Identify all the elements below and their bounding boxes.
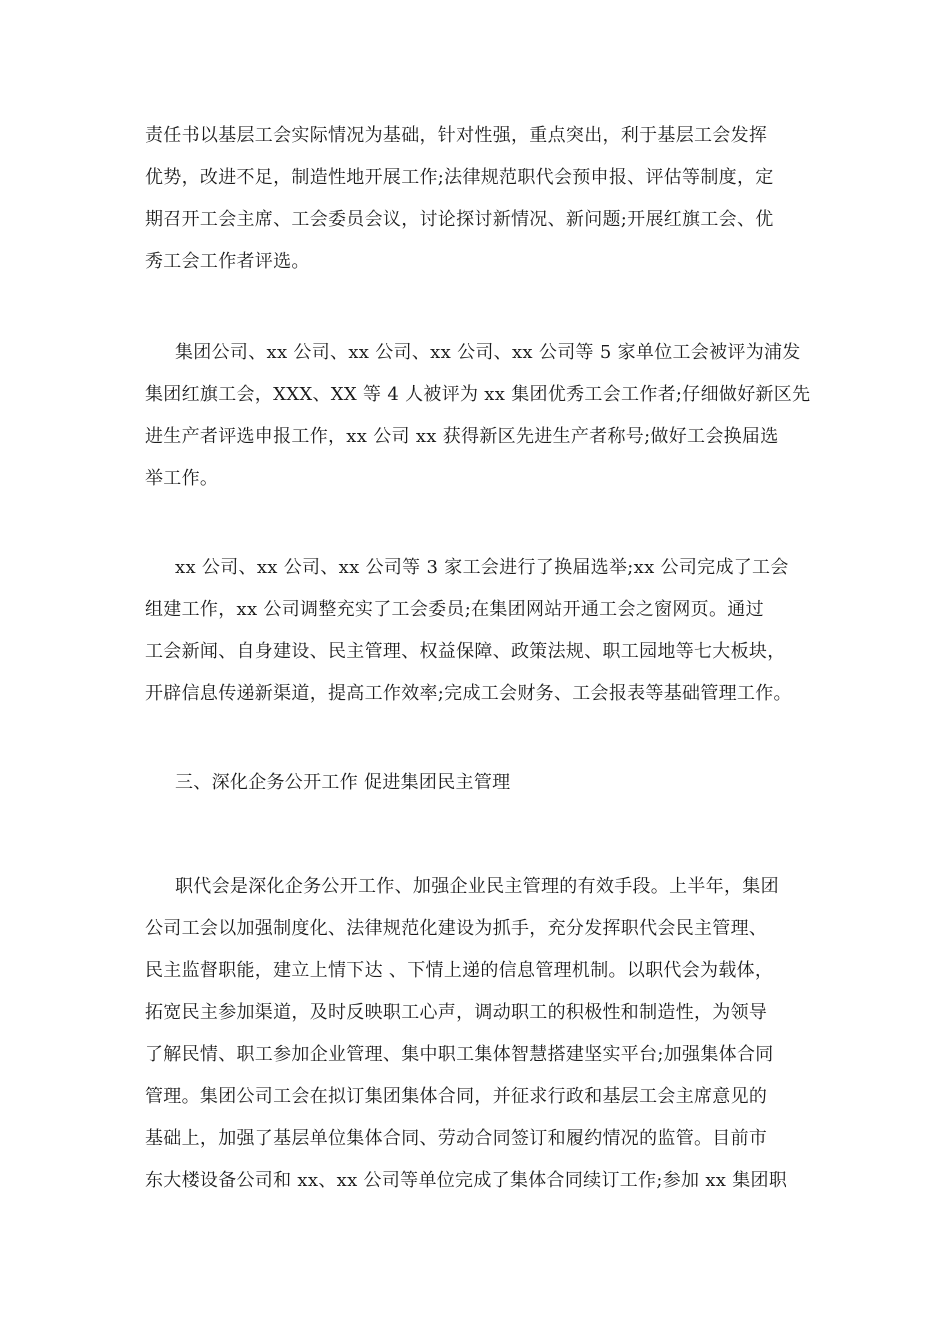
text-line: 举工作。 <box>145 468 219 489</box>
text-line: 拓宽民主参加渠道，及时反映职工心声，调动职工的积极性和制造性，为领导 <box>145 1002 768 1023</box>
text-line: 管理。集团公司工会在拟订集团集体合同，并征求行政和基层工会主席意见的 <box>145 1086 768 1107</box>
text-line: 集团红旗工会，XXX、XX 等 4 人被评为 xx 集团优秀工会工作者;仔细做好新区先 <box>145 384 811 405</box>
text-line: 基础上，加强了基层单位集体合同、劳动合同签订和履约情况的监管。目前市 <box>145 1128 768 1149</box>
text-line: 民主监督职能，建立上情下达 、下情上递的信息管理机制。以职代会为载体， <box>145 960 774 981</box>
text-line: 秀工会工作者评选。 <box>145 251 310 272</box>
paragraph-red-flag-union <box>145 332 825 500</box>
text-line: 了解民情、职工参加企业管理、集中职工集体智慧搭建坚实平台;加强集体合同 <box>145 1044 774 1065</box>
text-line: 工会新闻、自身建设、民主管理、权益保障、政策法规、职工园地等七大板块， <box>145 641 786 662</box>
paragraph-responsibility-letter <box>145 115 825 283</box>
section-heading <box>145 762 825 804</box>
text-line: 开辟信息传递新渠道，提高工作效率;完成工会财务、工会报表等基础管理工作。 <box>145 683 792 704</box>
heading-text: 三、深化企务公开工作 促进集团民主管理 <box>175 772 511 793</box>
paragraph-workers-congress <box>145 866 825 1202</box>
text-line: 责任书以基层工会实际情况为基础，针对性强，重点突出，利于基层工会发挥 <box>145 125 768 146</box>
text-line: 东大楼设备公司和 xx、xx 公司等单位完成了集体合同续订工作;参加 xx 集团职 <box>145 1170 788 1191</box>
text-line: 进生产者评选申报工作，xx 公司 xx 获得新区先进生产者称号;做好工会换届选 <box>145 426 779 447</box>
text-line: 组建工作，xx 公司调整充实了工会委员;在集团网站开通工会之窗网页。通过 <box>145 599 764 620</box>
text-line: 公司工会以加强制度化、法律规范化建设为抓手，充分发挥职代会民主管理、 <box>145 918 768 939</box>
text-line: 职代会是深化企务公开工作、加强企业民主管理的有效手段。上半年，集团 <box>175 876 779 897</box>
paragraph-union-election <box>145 547 825 715</box>
text-line: 期召开工会主席、工会委员会议，讨论探讨新情况、新问题;开展红旗工会、优 <box>145 209 774 230</box>
text-line: 优势，改进不足，制造性地开展工作;法律规范职代会预申报、评估等制度，定 <box>145 167 774 188</box>
text-line: 集团公司、xx 公司、xx 公司、xx 公司、xx 公司等 5 家单位工会被评为浦发 <box>175 342 801 363</box>
text-line: xx 公司、xx 公司、xx 公司等 3 家工会进行了换届选举;xx 公司完成了工会 <box>175 557 789 578</box>
